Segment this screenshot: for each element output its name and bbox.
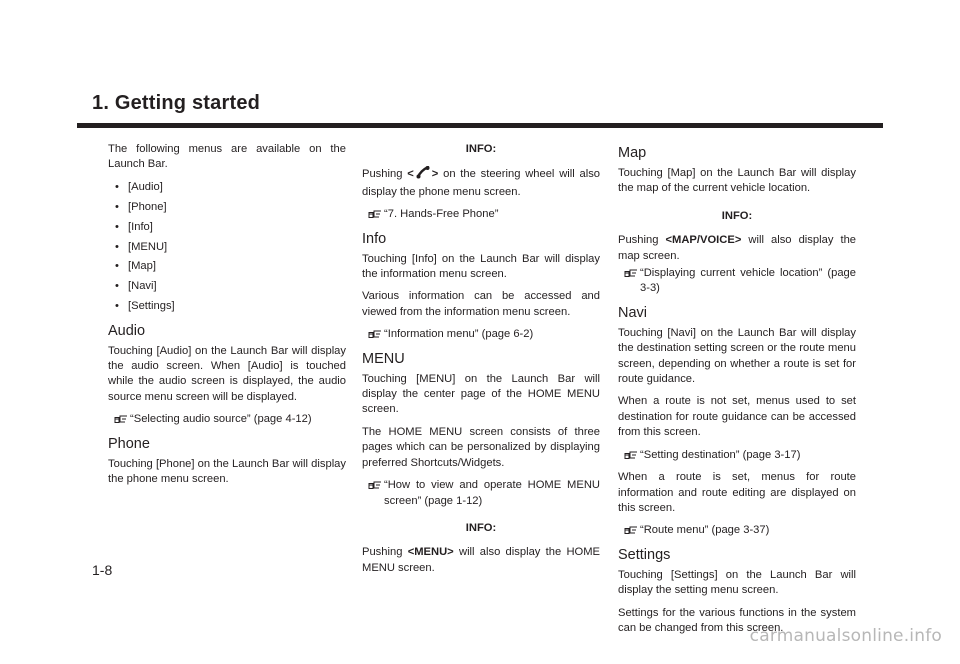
list-item: • [Audio]	[108, 180, 346, 195]
watermark: carmanualsonline.info	[749, 626, 942, 646]
navi-text-3: When a route is set, menus for route information and route editing are displayed on this screen.	[618, 471, 856, 514]
menu-info-text	[362, 545, 600, 576]
intro-text: The following menus are available on the Launch Bar.	[108, 143, 346, 171]
navi-reference-1-text: “Setting destination” (page 3-17)	[640, 448, 801, 461]
chapter-title: 1. Getting started	[92, 92, 261, 114]
pushing-word: Pushing	[618, 234, 659, 247]
map-voice-button-label: <MAP/VOICE>	[665, 234, 742, 247]
map-info-body: will also display the map screen.	[618, 234, 857, 262]
menu-reference-text: “How to view and operate HOME MENU screen” (page 1-12)	[384, 479, 600, 507]
column-1	[108, 142, 346, 495]
column-3	[618, 142, 856, 643]
navi-heading: Navi	[618, 304, 648, 321]
list-item: • [MENU]	[108, 240, 346, 255]
list-item: • [Navi]	[108, 279, 346, 294]
column-2	[362, 142, 600, 583]
menu-info-body: will also display the HOME MENU screen.	[362, 546, 601, 574]
settings-text-2: Settings for the various functions in the system can be changed from this screen.	[618, 606, 856, 634]
pointing-hand-icon	[368, 208, 384, 219]
phone-info-body: on the steering wheel will also display the phone menu screen.	[362, 168, 601, 198]
settings-text-1: Touching [Settings] on the Launch Bar will display the setting menu screen.	[618, 568, 856, 597]
navi-reference-1[interactable]	[618, 448, 856, 463]
info-reference-text: “Information menu” (page 6-2)	[384, 328, 534, 341]
audio-heading: Audio	[108, 322, 146, 339]
pointing-hand-icon	[624, 449, 640, 460]
menu-text-2: The HOME MENU screen consists of three pages which can be personalized by displaying preferred Shortcuts/Widgets.	[362, 425, 600, 469]
info-label-3: INFO:	[721, 209, 753, 222]
map-reference[interactable]	[618, 266, 856, 297]
map-info-text	[618, 233, 856, 264]
navi-reference-2[interactable]	[618, 523, 856, 538]
navi-reference-2-text: “Route menu” (page 3-37)	[640, 524, 770, 537]
settings-heading: Settings	[618, 546, 671, 563]
phone-text: Touching [Phone] on the Launch Bar will display the phone menu screen.	[108, 457, 346, 486]
pointing-hand-icon	[368, 328, 384, 339]
menu-button-label: <MENU>	[407, 546, 454, 559]
list-item: • [Phone]	[108, 200, 346, 215]
pushing-word: Pushing	[362, 546, 403, 559]
audio-reference-text: “Selecting audio source” (page 4-12)	[130, 413, 312, 426]
info-text-2: Various information can be accessed and viewed from the information menu screen.	[362, 290, 600, 318]
list-item: • [Settings]	[108, 299, 346, 314]
info-text-1: Touching [Info] on the Launch Bar will display the information menu screen.	[362, 252, 600, 281]
header-rule	[77, 123, 883, 128]
pointing-hand-icon	[368, 479, 384, 490]
list-item: • [Info]	[108, 220, 346, 235]
navi-text-2: When a route is not set, menus used to set destination for route guidance can be accessed from this screen.	[618, 395, 856, 439]
info-label-2: INFO:	[465, 521, 497, 534]
pointing-hand-icon	[624, 267, 640, 278]
audio-text: Touching [Audio] on the Launch Bar will display the audio screen. When [Audio] is touched while the audio screen is displayed, the audio source menu screen will be displayed.	[108, 344, 346, 403]
map-text: Touching [Map] on the Launch Bar will display the map of the current vehicle location.	[618, 167, 856, 195]
navi-text-1: Touching [Navi] on the Launch Bar will display the destination setting screen or the route menu screen, depending on whether a route is set for route guidance.	[618, 326, 856, 386]
page-number: 1-8	[92, 562, 113, 578]
list-item: • [Map]	[108, 259, 346, 274]
phone-reference[interactable]	[362, 207, 600, 222]
pointing-hand-icon	[114, 413, 130, 424]
menu-reference[interactable]	[362, 478, 600, 509]
info-label: INFO:	[465, 143, 497, 155]
phone-heading: Phone	[108, 435, 150, 452]
pointing-hand-icon	[624, 524, 640, 535]
phone-info-text	[362, 166, 600, 200]
menu-heading: MENU	[362, 350, 405, 367]
map-reference-text: “Displaying current vehicle location” (page 3-3)	[640, 267, 856, 295]
phone-button-open: <	[407, 168, 414, 181]
phone-button-close: >	[431, 168, 439, 181]
menu-text-1: Touching [MENU] on the Launch Bar will display the center page of the HOME MENU screen.	[362, 372, 600, 416]
pushing-word: Pushing	[362, 168, 403, 181]
phone-reference-text: “7. Hands-Free Phone”	[384, 208, 499, 221]
audio-reference[interactable]	[108, 412, 346, 427]
map-heading: Map	[618, 145, 647, 161]
info-reference[interactable]	[362, 327, 600, 342]
info-heading: Info	[362, 230, 387, 247]
phone-handset-icon	[416, 166, 430, 184]
launch-bar-menu-list	[108, 180, 346, 315]
